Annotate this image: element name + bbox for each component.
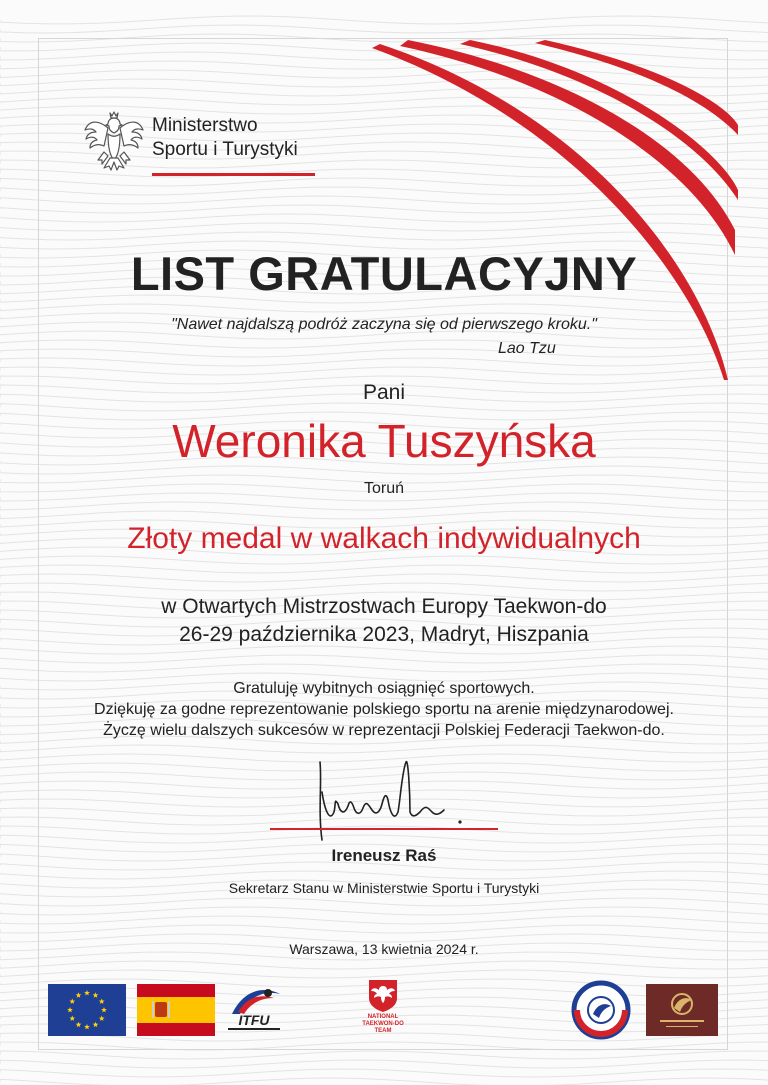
congratulation-message <box>0 678 768 741</box>
eu-flag-logo <box>48 984 126 1036</box>
message-line-3: Życzę wielu dalszych sukcesów w reprezentacji Polskiej Federacji Taekwon-do. <box>103 722 665 739</box>
signatory-role: Sekretarz Stanu w Ministerstwie Sportu i Turystyki <box>228 880 540 896</box>
eu-star-icon <box>69 999 75 1004</box>
national-team-text <box>357 1014 409 1035</box>
place-and-date: Warszawa, 13 kwietnia 2024 r. <box>289 941 479 957</box>
ministry-red-rule <box>152 173 315 176</box>
itfu-emblem-icon <box>224 984 284 1036</box>
national-taekwondo-team-logo <box>357 978 409 1040</box>
signature-red-line <box>270 828 498 830</box>
eu-star-icon <box>76 1022 82 1027</box>
event-line-2: 26-29 października 2023, Madryt, Hiszpania <box>179 623 589 646</box>
polish-taekwondo-federation-logo <box>571 980 631 1040</box>
event-description <box>0 593 768 649</box>
federation-emblem-icon <box>571 980 631 1040</box>
national-team-line2: TAEKWON-DO <box>362 1021 404 1027</box>
spain-flag-logo <box>137 984 215 1036</box>
ministry-logo <box>82 108 322 180</box>
national-team-line1: NATIONAL <box>367 1014 399 1020</box>
handwritten-signature <box>300 752 480 852</box>
eu-stars-icon <box>48 984 126 1036</box>
eu-star-icon <box>101 1007 107 1012</box>
eu-star-icon <box>84 990 90 995</box>
eu-star-icon <box>76 992 82 997</box>
eu-star-icon <box>69 1016 75 1021</box>
eu-star-icon <box>67 1007 73 1012</box>
recipient-name: Weronika Tuszyńska <box>172 415 596 467</box>
quote-author: Lao Tzu <box>498 340 556 357</box>
eu-star-icon <box>99 1016 105 1021</box>
message-line-1: Gratuluję wybitnych osiągnięć sportowych. <box>233 680 535 697</box>
national-team-line3: TEAM <box>374 1028 392 1034</box>
eu-star-icon <box>93 992 99 997</box>
foundation-logo <box>646 984 718 1036</box>
eu-star-icon <box>99 999 105 1004</box>
salutation: Pani <box>362 381 406 404</box>
polish-eagle-emblem-icon <box>82 108 146 176</box>
ministry-name-line2: Sportu i Turystyki <box>152 139 298 160</box>
itfu-logo <box>224 984 284 1036</box>
polish-eagle-shield-icon <box>357 978 409 1012</box>
quote-text: "Nawet najdalszą podróż zaczyna się od pierwszego kroku." <box>171 316 597 333</box>
document-title: LIST GRATULACYJNY <box>130 247 638 300</box>
award-title: Złoty medal w walkach indywidualnych <box>127 522 641 555</box>
foundation-emblem-icon <box>646 984 718 1036</box>
message-line-2: Dziękuję za godne reprezentowanie polskiego sportu na arenie międzynarodowej. <box>94 701 674 718</box>
signatory-name: Ireneusz Raś <box>331 846 437 865</box>
recipient-city: Toruń <box>363 480 405 497</box>
ministry-name-line1: Ministerstwo <box>152 115 258 136</box>
event-line-1: w Otwartych Mistrzostwach Europy Taekwon-do <box>161 595 607 618</box>
ministry-name <box>152 114 298 162</box>
spain-flag-icon <box>137 984 215 1036</box>
eu-star-icon <box>84 1024 90 1029</box>
eu-star-icon <box>93 1022 99 1027</box>
itfu-text: ITFU <box>238 1012 270 1028</box>
